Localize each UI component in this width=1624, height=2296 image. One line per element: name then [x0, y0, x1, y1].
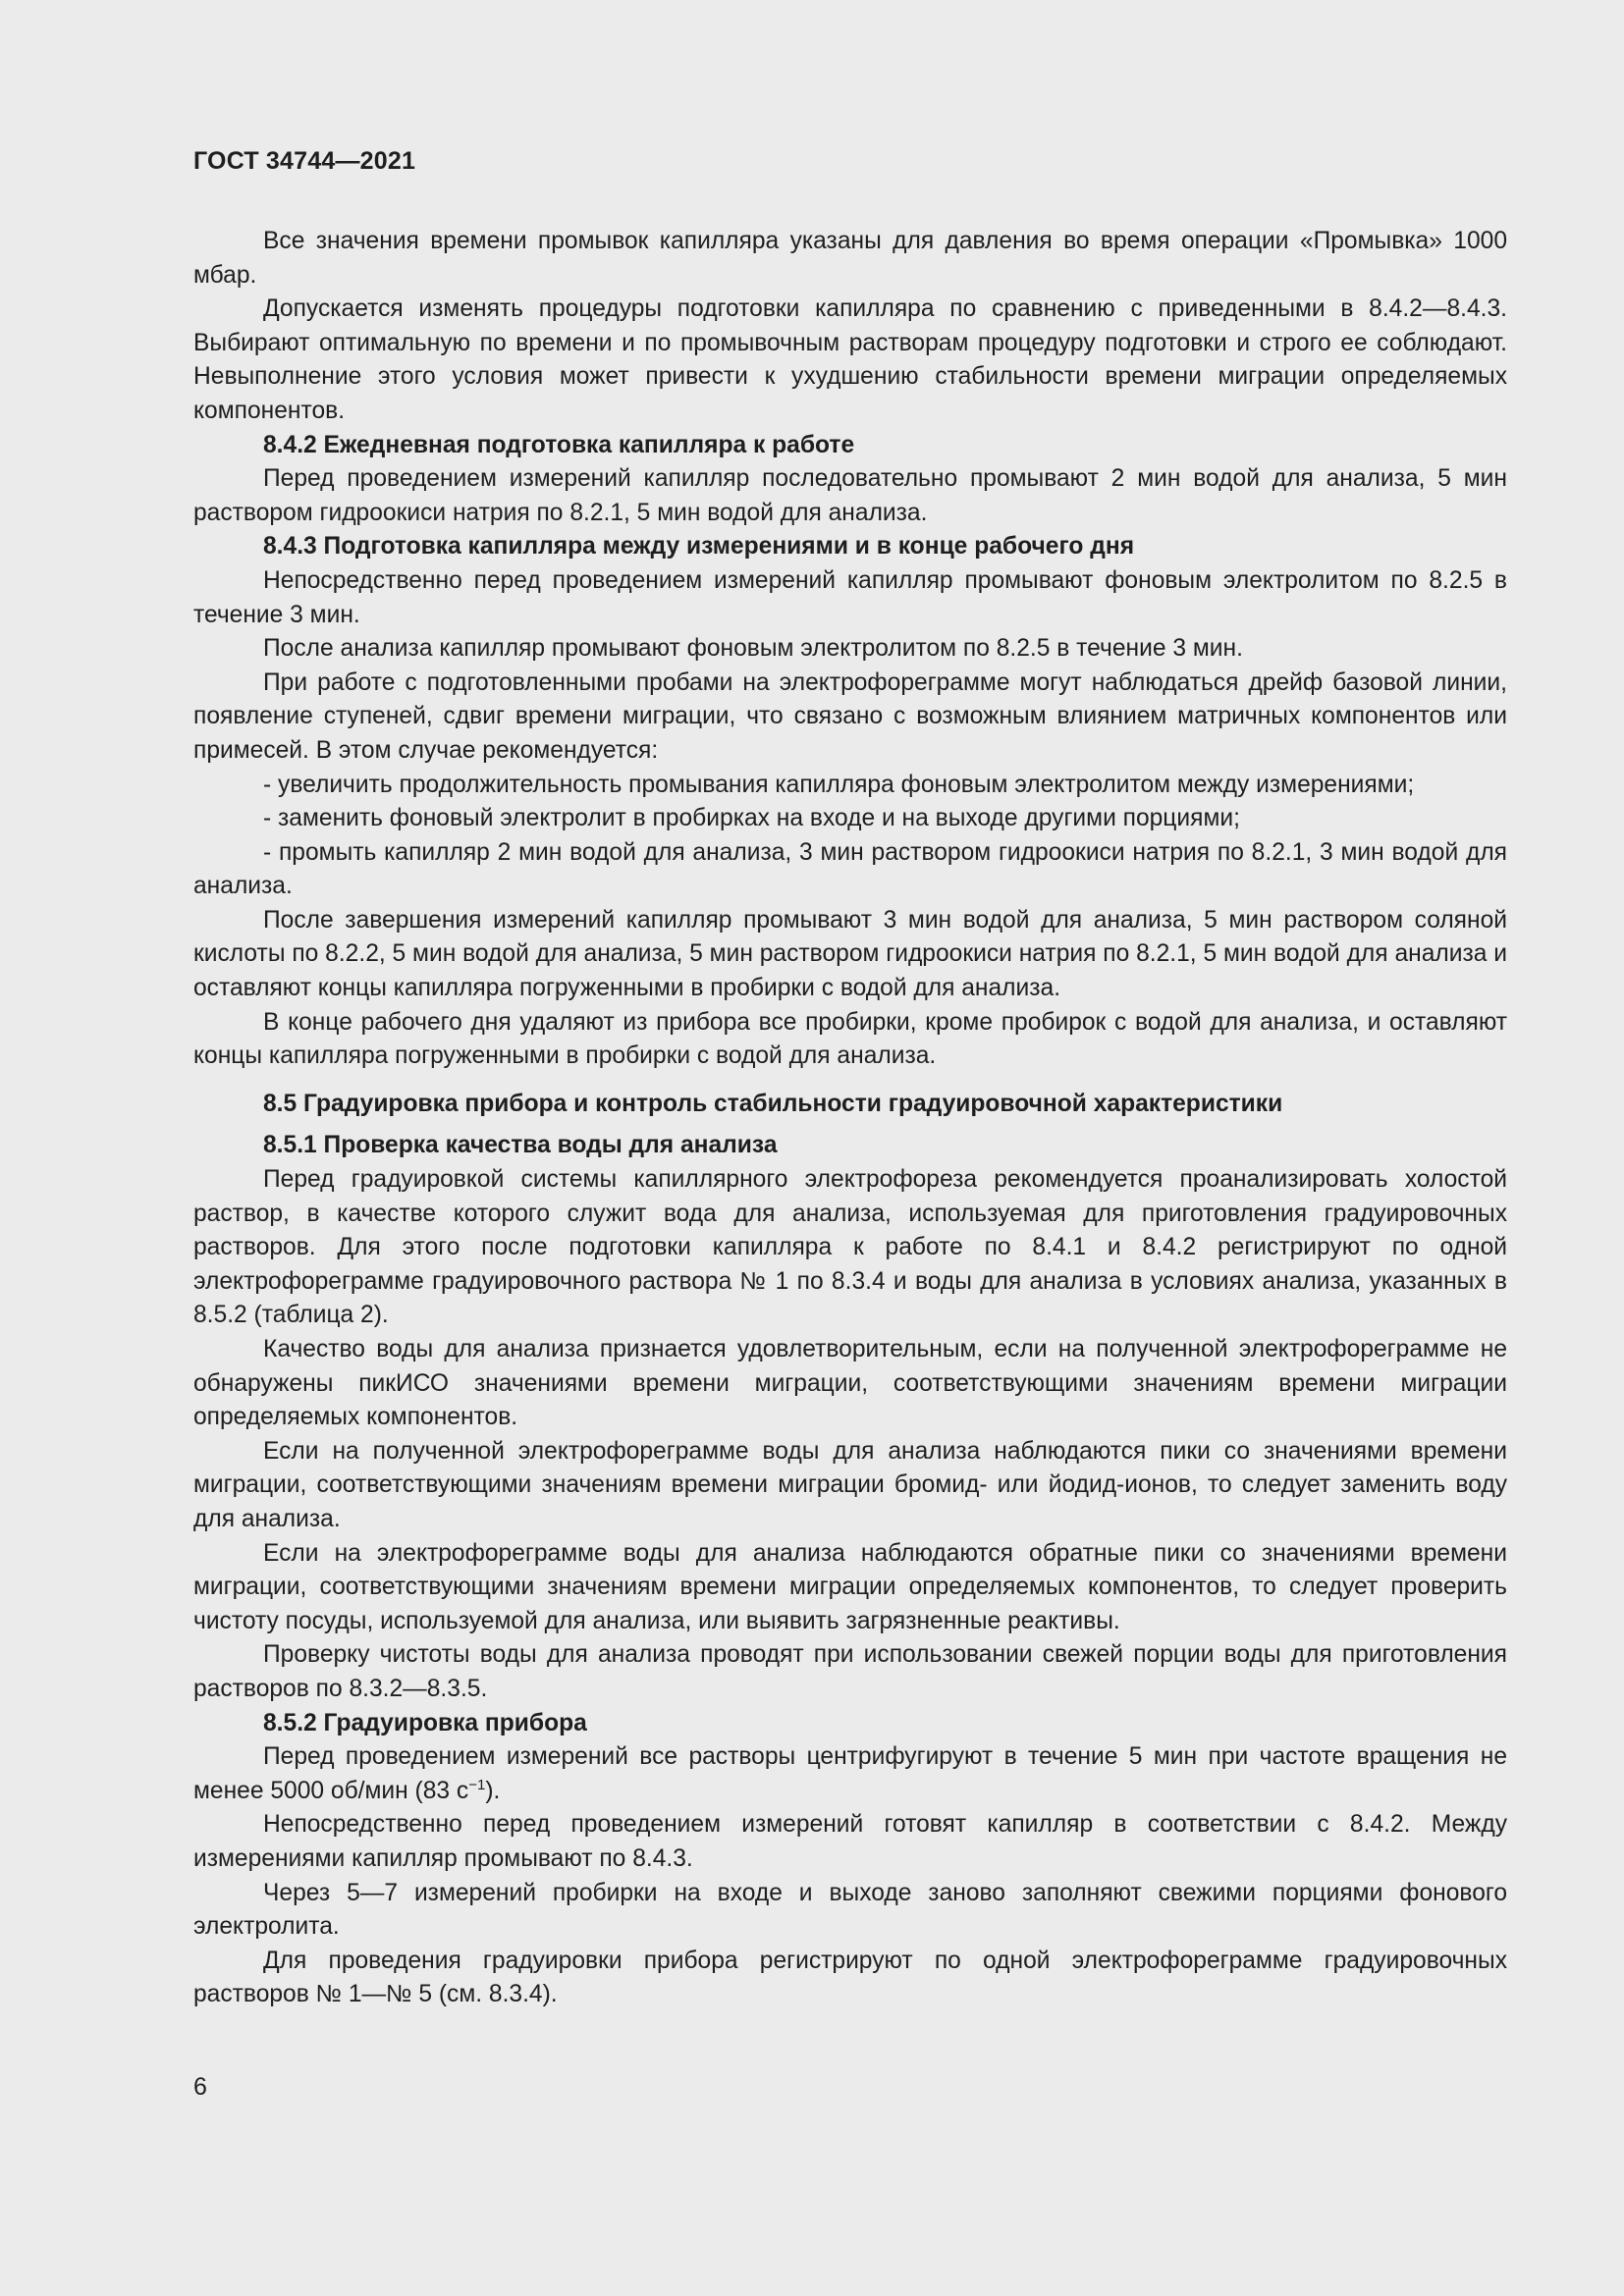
list-item: - заменить фоновый электролит в пробирках на входе и на выходе другими порциями;: [263, 805, 1240, 832]
paragraph: Проверку чистоты воды для анализа проводят при использовании свежей порции воды для приготовления растворов по 8.3.2—8.3.5.: [193, 1641, 1507, 1702]
paragraph: Для проведения градуировки прибора регистрируют по одной электрофореграмме градуировочных растворов № 1—№ 5 (см. 8.3.4).: [193, 1947, 1507, 2008]
paragraph: Если на полученной электрофореграмме воды для анализа наблюдаются пики со значениями времени миграции, соответствующими значениям времени миграции бромид- или йодид-ионов, то следует заменить воду для анализа.: [193, 1437, 1507, 1532]
list-item: - увеличить продолжительность промывания капилляра фоновым электролитом между измерениями;: [263, 771, 1415, 798]
paragraph: Непосредственно перед проведением измерений капилляр промывают фоновым электролитом по 8.2.5 в течение 3 мин.: [193, 566, 1507, 628]
paragraph-text: Перед проведением измерений все растворы центрифугируют в течение 5 мин при частоте вращения не менее 5000 об/мин (83 с: [193, 1743, 1507, 1804]
section-heading-8-5: 8.5 Градуировка прибора и контроль стабильности градуировочной характеристики: [263, 1090, 1283, 1117]
section-heading-8-4-3: 8.4.3 Подготовка капилляра между измерениями и в конце рабочего дня: [263, 533, 1135, 561]
paragraph: Все значения времени промывок капилляра указаны для давления во время операции «Промывка» 1000 мбар.: [193, 228, 1507, 289]
paragraph: После завершения измерений капилляр промывают 3 мин водой для анализа, 5 мин раствором соляной кислоты по 8.2.2, 5 мин водой для анализа, 5 мин раствором гидроокиси натрия по 8.2.1, 5 мин водой для анализа и оставляют концы капилляра погруженными в пробирки с водой для анализа.: [193, 906, 1507, 1002]
paragraph: В конце рабочего дня удаляют из прибора все пробирки, кроме пробирок с водой для анализа, и оставляют концы капилляра погруженными в пробирки с водой для анализа.: [193, 1008, 1507, 1070]
paragraph: Перед проведением измерений капилляр последовательно промывают 2 мин водой для анализа, 5 мин раствором гидроокиси натрия по 8.2.1, 5 мин водой для анализа.: [193, 465, 1507, 526]
paragraph: Допускается изменять процедуры подготовки капилляра по сравнению с приведенными в 8.4.2—8.4.3. Выбирают оптимальную по времени и по промывочным растворам процедуру подготовки и строго ее соблюдают. Невыполнение этого условия может привести к ухудшению стабильности времени миграции определяемых компонентов.: [193, 295, 1507, 424]
paragraph: При работе с подготовленными пробами на электрофореграмме могут наблюдаться дрейф базовой линии, появление ступеней, сдвиг времени миграции, что связано с возможным влиянием матричных компонентов или примесей. В этом случае рекомендуется:: [193, 668, 1507, 764]
superscript: −1: [468, 1776, 486, 1793]
paragraph: Перед градуировкой системы капиллярного электрофореза рекомендуется проанализировать холостой раствор, в качестве которого служит вода для анализа, используемая для приготовления градуировочных растворов. Для этого после подготовки капилляра к работе по 8.4.1 и 8.4.2 регистрируют по одной электрофореграмме градуировочного раствора № 1 по 8.3.4 и воды для анализа в условиях анализа, указанных в 8.5.2 (таблица 2).: [193, 1166, 1507, 1329]
section-heading-8-5-1: 8.5.1 Проверка качества воды для анализа: [263, 1132, 778, 1159]
paragraph: Качество воды для анализа признается удовлетворительным, если на полученной электрофореграмме не обнаружены пикИСО значениями времени миграции, соответствующими значениям времени миграции определяемых компонентов.: [193, 1336, 1507, 1431]
paragraph: Если на электрофореграмме воды для анализа наблюдаются обратные пики со значениями времени миграции, соответствующими значениям времени миграции определяемых компонентов, то следует проверить чистоту посуды, используемой для анализа, или выявить загрязненные реактивы.: [193, 1539, 1507, 1634]
section-heading-8-5-2: 8.5.2 Градуировка прибора: [263, 1709, 587, 1736]
paragraph-text: ).: [485, 1777, 501, 1804]
list-item: - промыть капилляр 2 мин водой для анализа, 3 мин раствором гидроокиси натрия по 8.2.1, 3 мин водой для анализа.: [193, 838, 1507, 900]
section-heading-8-4-2: 8.4.2 Ежедневная подготовка капилляра к работе: [263, 431, 855, 458]
paragraph: После анализа капилляр промывают фоновым электролитом по 8.2.5 в течение 3 мин.: [263, 635, 1243, 663]
document-body: [193, 225, 1507, 2012]
paragraph: Непосредственно перед проведением измерений готовят капилляр в соответствии с 8.4.2. Между измерениями капилляр промывают по 8.4.3.: [193, 1811, 1507, 1872]
document-header: ГОСТ 34744—2021: [193, 147, 416, 175]
paragraph: Через 5—7 измерений пробирки на входе и выходе заново заполняют свежими порциями фонового электролита.: [193, 1879, 1507, 1941]
paragraph: [193, 1740, 1507, 1808]
page-number: 6: [193, 2073, 207, 2101]
